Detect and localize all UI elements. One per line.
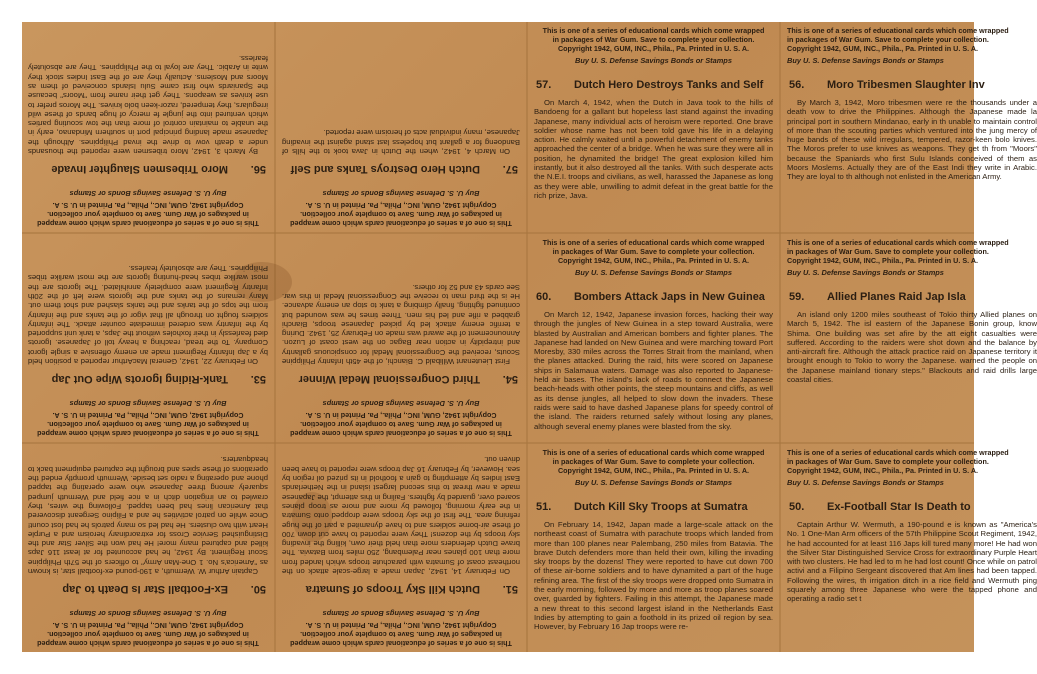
notice-line-1: This is one of a series of educational cards which come wrapped	[787, 26, 1009, 35]
card-text: On March 4, 1942, when the Dutch in Java took to the hills of Bandoeng for a gallant but hopeless last stand against the invading Japanese, many individual acts of heroism were reported. One brave soldier whose name has not been told gave his life in a delaying action. He calmly waited until a powerful detachment of enemy tanks approached the center of a bridge. When he was sure they were all in position, he dynamited the bridge! The great explosion killed him instantly, but it also destroyed all the tanks. With such desperate acts the N.E.I. troops and civilians, as well, harassed the Japanese as long as they were able, unwilling to admit defeat in the great battle for the rich prize, Java.	[534, 98, 773, 200]
card-number: 56.	[789, 79, 805, 91]
bonds-line: Buy U. S. Defense Savings Bonds or Stamps	[787, 268, 944, 277]
copyright: Copyright 1942, GUM, INC., Phila., Pa. Printed in U. S. A.	[557, 256, 750, 265]
card-60	[528, 234, 779, 442]
card-number: 57.	[536, 79, 552, 91]
bonds-line: Buy U. S. Defense Savings Bonds or Stamps	[575, 268, 732, 277]
bonds-line: Buy U. S. Defense Savings Bonds or Stamps	[69, 189, 227, 198]
card-text: First Lieutenant Willibald C. Bianchi, of the 45th Infantry Philippine Scouts, received the Congressional Medal for conspicuous gallantry and intrepidity in action near Bagac on the west coast of Luzon. Announcement of the award was made on February 25, 1942. During a terrific enemy attack led by picked Japanese troops, Bianchi grabbed a rifle and led his men. Three times he was wounded but continued fighting, finally climbing a tank to stop an enemy advance. He is the third man to receive the Congressional Medal in this war. See cards 43 and 52 for others.	[282, 282, 520, 366]
notice-line-1: This is one of a series of educational cards which come wrapped	[37, 219, 259, 228]
bonds-line: Buy U. S. Defense Savings Bonds or Stamps	[787, 56, 944, 65]
card-title: Moro Tribesmen Slaughter Inv	[827, 79, 985, 91]
card-57-inverted	[276, 22, 526, 232]
notice-line-2: in packages of War Gum. Save to complete your collection.	[47, 210, 249, 219]
copyright: Copyright 1942, GUM, INC., Phila., Pa. Printed in U. S. A.	[557, 466, 750, 475]
card-56-inverted	[22, 22, 274, 232]
card-title: Ex-Football Star Is Death to Jap	[62, 583, 228, 595]
bonds-line: Buy U. S. Defense Savings Bonds or Stamps	[787, 478, 944, 487]
card-number: 54.	[502, 373, 518, 385]
bonds-line: Buy U. S. Defense Savings Bonds or Stamps	[69, 609, 227, 618]
copyright: Copyright 1942, GUM, INC., Phila., Pa. Printed in U. S. A.	[787, 466, 979, 475]
card-title: Dutch Hero Destroys Tanks and Self	[574, 79, 764, 91]
card-text: Captain Arthur W. Wermuth, a 190-pound e is known as "America's No. 1 One-Man Arm officers of the 57th Philippine Scout Regiment, 1942, he had accounted for at least 116 Japs kill tured many more! He had won the Silver Star Distinguished Service Cross for extraordinary Purple Heart with two clusters. He had led to m he had lost count! Once while on patrol activi and a Filipino Sergeant discovered that Am lines had been tapped. Following the wires, th irrigation ditch in a rice field and Wermuth ping squarely among three Japanese who were the tapped phone and operating a radio set t	[787, 520, 1037, 604]
card-title: Dutch Kill Sky Troops of Sumatra	[305, 583, 480, 595]
card-title: Moro Tribesmen Slaughter Invade	[51, 163, 228, 175]
copyright: Copyright 1942, GUM, INC., Phila., Pa. Printed in U. S. A.	[787, 44, 979, 53]
card-50	[781, 444, 1037, 652]
card-title: Ex-Football Star Is Death to	[827, 501, 971, 513]
copyright: Copyright 1942, GUM, INC., Phila., Pa. Printed in U. S. A.	[305, 201, 497, 210]
card-number: 50.	[789, 501, 805, 513]
card-50-inverted	[22, 444, 274, 652]
card-text: On March 4, 1942, when the Dutch in Java took to the hills of Bandoeng for a gallant but hopeless last stand against the invading Japanese, many individual acts of heroism were reported.	[282, 128, 520, 156]
card-51	[528, 444, 779, 652]
card-text: On February 14, 1942, Japan made a large-scale attack on the northeast coast of Sumatra with parachute troops which landed from more than 100 planes near Palembang, 250 miles from Batavia. The brave Dutch defenders more than held their own, killing the invading sky troops by the dozens! They were reported to have cut down 700 of these air-borne soldiers and to have dynamited a part of the huge refining area. The first of the sky troops were dropped onto Sumatra in the early morning, followed by more and more as troop planes soared over, guarded by fighters. Failing in this attempt, the Japanese made a new threat to this second largest island in the Netherlands East Indies by attempting to gain a foothold in its prized oil region by sea. However, by February 16 Jap troops were reported to have been driven out.	[282, 455, 520, 576]
card-text: On February 22, 1942, General MacArthur reported a position held by a Jap Infantry Regiment made an enemy offensive a single Igorot Company. To the tread, reaching a heavy toll of Japanese. Igorots died fearlessly in their foxholes without the Japs, a tank unit supported by the Infantry was ordered immediate counter attack. The infantry soldiers fought on through all that vigor of the tanks and the infantry from the tops of the tanks and the tanks slashed and shot them out. Many remains of the tanks and the Igorots were left of the 20th Infantry Regiment were completely annihilated. The Igorots are the most warlike tribes head-hunting Igorots are the most warlike tribes Philippines. They are absolutely fearless.	[28, 264, 268, 366]
card-text: On February 14, 1942, Japan made a large-scale attack on the northeast coast of Sumatra with parachute troops which landed from more than 100 planes near Palembang, 250 miles from Batavia. The brave Dutch defenders more than held their own, killing the invading sky troops by the dozens! They were reported to have cut down 700 of these air-borne soldiers and to have dynamited a part of the huge refining area. The first of the sky troops were dropped onto Sumatra in the early morning, followed by more and more as troop planes soared over, guarded by fighters. Failing in this attempt, the Japanese made a new threat to this second largest island in the Netherlands East Indies by attempting to gain a foothold in its prized oil region by sea. However, by February 16 Jap troops were re-	[534, 520, 773, 632]
card-number: 51.	[502, 583, 518, 595]
copyright: Copyright 1942, GUM, INC., Phila., Pa. Printed in U. S. A.	[52, 411, 244, 420]
notice-line-1: This is one of a series of educational cards which come wrapped	[787, 448, 1009, 457]
notice-line-2: in packages of War Gum. Save to complete your collection.	[300, 210, 502, 219]
copyright: Copyright 1942, GUM, INC., Phila., Pa. Printed in U. S. A.	[305, 411, 497, 420]
notice-line-2: in packages of War Gum. Save to complete your collection.	[47, 630, 249, 639]
notice-line-1: This is one of a series of educational cards which come wrapped	[290, 429, 512, 438]
card-title: Dutch Hero Destroys Tanks and Self	[290, 163, 480, 175]
notice-line-2: in packages of War Gum. Save to complete your collection.	[300, 420, 502, 429]
card-text: By March 3, 1942, Moro tribesmen were re the thousands under a death vow to drive the Philippines. Although the Japanese made la principal port in southern Mindanao, early in th unable to maintain control of more than the scouting parties which ventured into the jung mercy of huge bands of these wild irregulars, tempered, razor-keen bolo knives. The Moros prefer to use knives as weapons. They get th from "Moors" because the Spaniards who first Sulu Islands conceived of them as Moors Moslems. Actually they are of the East Indi they write in Arabic. They are loyal to th although not enlisted in the American Army.	[787, 98, 1037, 182]
card-text: Captain Arthur W. Wermuth, a 190-pound ex-football star, is known as "America's No. 1 One-Man Army" to officers of the 57th Philippine Scout Regiment. By 1942, he had accounted for at least 116 Japs killed and captured many more! He had won the Silver Star and the Distinguished Service Cross for extraordinary heroism and a Purple Heart with two clusters. He had led so many patrols he had lost count! Once while on patrol activities he and a Filipino Sergeant discovered that American lines had been tapped. Following the wires, they crawled to an irrigation ditch in a rice field and Wermuth jumped squarely among three Japanese who were operating the tapped phone and operating a radio set beside. Wermuth promptly ended the operations of these spies and brought the captured equipment back to headquarters.	[28, 455, 268, 576]
notice-line-1: This is one of a series of educational cards which come wrapped	[542, 26, 765, 35]
bonds-line: Buy U. S. Defense Savings Bonds or Stamps	[575, 56, 732, 65]
notice-line-2: in packages of War Gum. Save to complete your collection.	[787, 35, 989, 44]
card-59	[781, 234, 1037, 442]
card-number: 60.	[536, 291, 552, 303]
bonds-line: Buy U. S. Defense Savings Bonds or Stamps	[322, 399, 480, 408]
card-title: Allied Planes Raid Jap Isla	[827, 291, 966, 303]
notice-line-2: in packages of War Gum. Save to complete your collection.	[300, 630, 502, 639]
card-number: 59.	[789, 291, 805, 303]
card-text: By March 3, 1942, Moro tribesmen were reported the thousands under a death vow to drive the invad Philippines. Although the Japanese made landing principal port in southern Mindanao, early in the unable to maintain control of more than the tow scouting parties which ventured into the jungle fe mercy of huge bands of these wild irregulars, they tempered, razor-keen bolo knives. The Moros prefer to use knives as weapons. They get their name from "Moors" because the Spaniards who first came Sulu Islands conceived of them as Moors and Moslems. Actually they are of the East Indies stock they write in Arabic. They are loyal to the Philippines. They are absolutely fearless.	[28, 54, 268, 156]
notice-line-2: in packages of War Gum. Save to complete your collection.	[552, 247, 755, 256]
notice-line-2: in packages of War Gum. Save to complete your collection.	[47, 420, 249, 429]
notice-line-1: This is one of a series of educational cards which come wrapped	[787, 238, 1009, 247]
bonds-line: Buy U. S. Defense Savings Bonds or Stamps	[322, 189, 480, 198]
card-title: Bombers Attack Japs in New Guinea	[574, 291, 765, 303]
card-text: An island only 1200 miles southeast of Tokio thirty Allied planes on March 5, 1942. The isl eastern of the Japanese Bonin group, know Shima. One building was set afire by the att eight casualties were suffered. According to the raiders were shot down and the balance by anti-aircraft fire. Although the attack practice raid on Japanese territory it brought enough to Tokio to worry the Japanese. warned the people on the Japanese mainland tionary steps." Blackouts and raid drills large coastal cities.	[787, 310, 1037, 385]
bonds-line: Buy U. S. Defense Savings Bonds or Stamps	[322, 609, 480, 618]
card-number: 57.	[502, 163, 518, 175]
card-57	[528, 22, 779, 232]
notice-line-1: This is one of a series of educational cards which come wrapped	[542, 448, 765, 457]
bonds-line: Buy U. S. Defense Savings Bonds or Stamps	[69, 399, 227, 408]
copyright: Copyright 1942, GUM, INC., Phila., Pa. Printed in U. S. A.	[305, 621, 497, 630]
copyright: Copyright 1942, GUM, INC., Phila., Pa. Printed in U. S. A.	[557, 44, 750, 53]
card-title: Tank-Riding Igorots Wipe Out Jap	[51, 373, 228, 385]
notice-line-1: This is one of a series of educational cards which come wrapped	[290, 219, 512, 228]
copyright: Copyright 1942, GUM, INC., Phila., Pa. Printed in U. S. A.	[52, 621, 244, 630]
copyright: Copyright 1942, GUM, INC., Phila., Pa. Printed in U. S. A.	[52, 201, 244, 210]
card-title: Dutch Kill Sky Troops at Sumatra	[574, 501, 748, 513]
card-number: 50.	[250, 583, 266, 595]
card-number: 53.	[250, 373, 266, 385]
notice-line-1: This is one of a series of educational cards which come wrapped	[37, 429, 259, 438]
card-number: 51.	[536, 501, 552, 513]
card-53-inverted	[22, 234, 274, 442]
card-56	[781, 22, 1037, 232]
notice-line-2: in packages of War Gum. Save to complete your collection.	[552, 457, 755, 466]
notice-line-1: This is one of a series of educational cards which come wrapped	[37, 639, 259, 648]
notice-line-2: in packages of War Gum. Save to complete your collection.	[787, 457, 989, 466]
notice-line-1: This is one of a series of educational cards which come wrapped	[542, 238, 765, 247]
notice-line-2: in packages of War Gum. Save to complete your collection.	[552, 35, 755, 44]
card-text: On March 12, 1942, Japanese invasion forces, hacking their way through the jungles of New Guinea in a step toward Australia, were blasted by Australian and American bombers and fighter planes. The Japanese had landed on New Guinea and were marching toward Port Moresby, 330 miles across the Torres Strait from the mainland, when the planes attacked. During the raid, hits were scored on Japanese ships in Salamaua waters. Damage was also reported to Japanese-held air bases. The island's lack of roads to connect the Japanese beach-heads with other points, the steep mountains and cliffs, as well as its dense jungles, all helped to slow down the invaders. These raids were said to have dashed Japanese plans for speedy control of the island. The raiders returned safely without losing any planes, although several enemy planes were blasted from the sky.	[534, 310, 773, 431]
notice-line-2: in packages of War Gum. Save to complete your collection.	[787, 247, 989, 256]
card-51-inverted	[276, 444, 526, 652]
notice-line-1: This is one of a series of educational cards which come wrapped	[290, 639, 512, 648]
copyright: Copyright 1942, GUM, INC., Phila., Pa. Printed in U. S. A.	[787, 256, 979, 265]
card-number: 56.	[250, 163, 266, 175]
card-54-inverted	[276, 234, 526, 442]
card-sheet	[22, 22, 1037, 652]
bonds-line: Buy U. S. Defense Savings Bonds or Stamps	[575, 478, 732, 487]
card-title: Third Congressional Medal Winner	[298, 373, 480, 385]
